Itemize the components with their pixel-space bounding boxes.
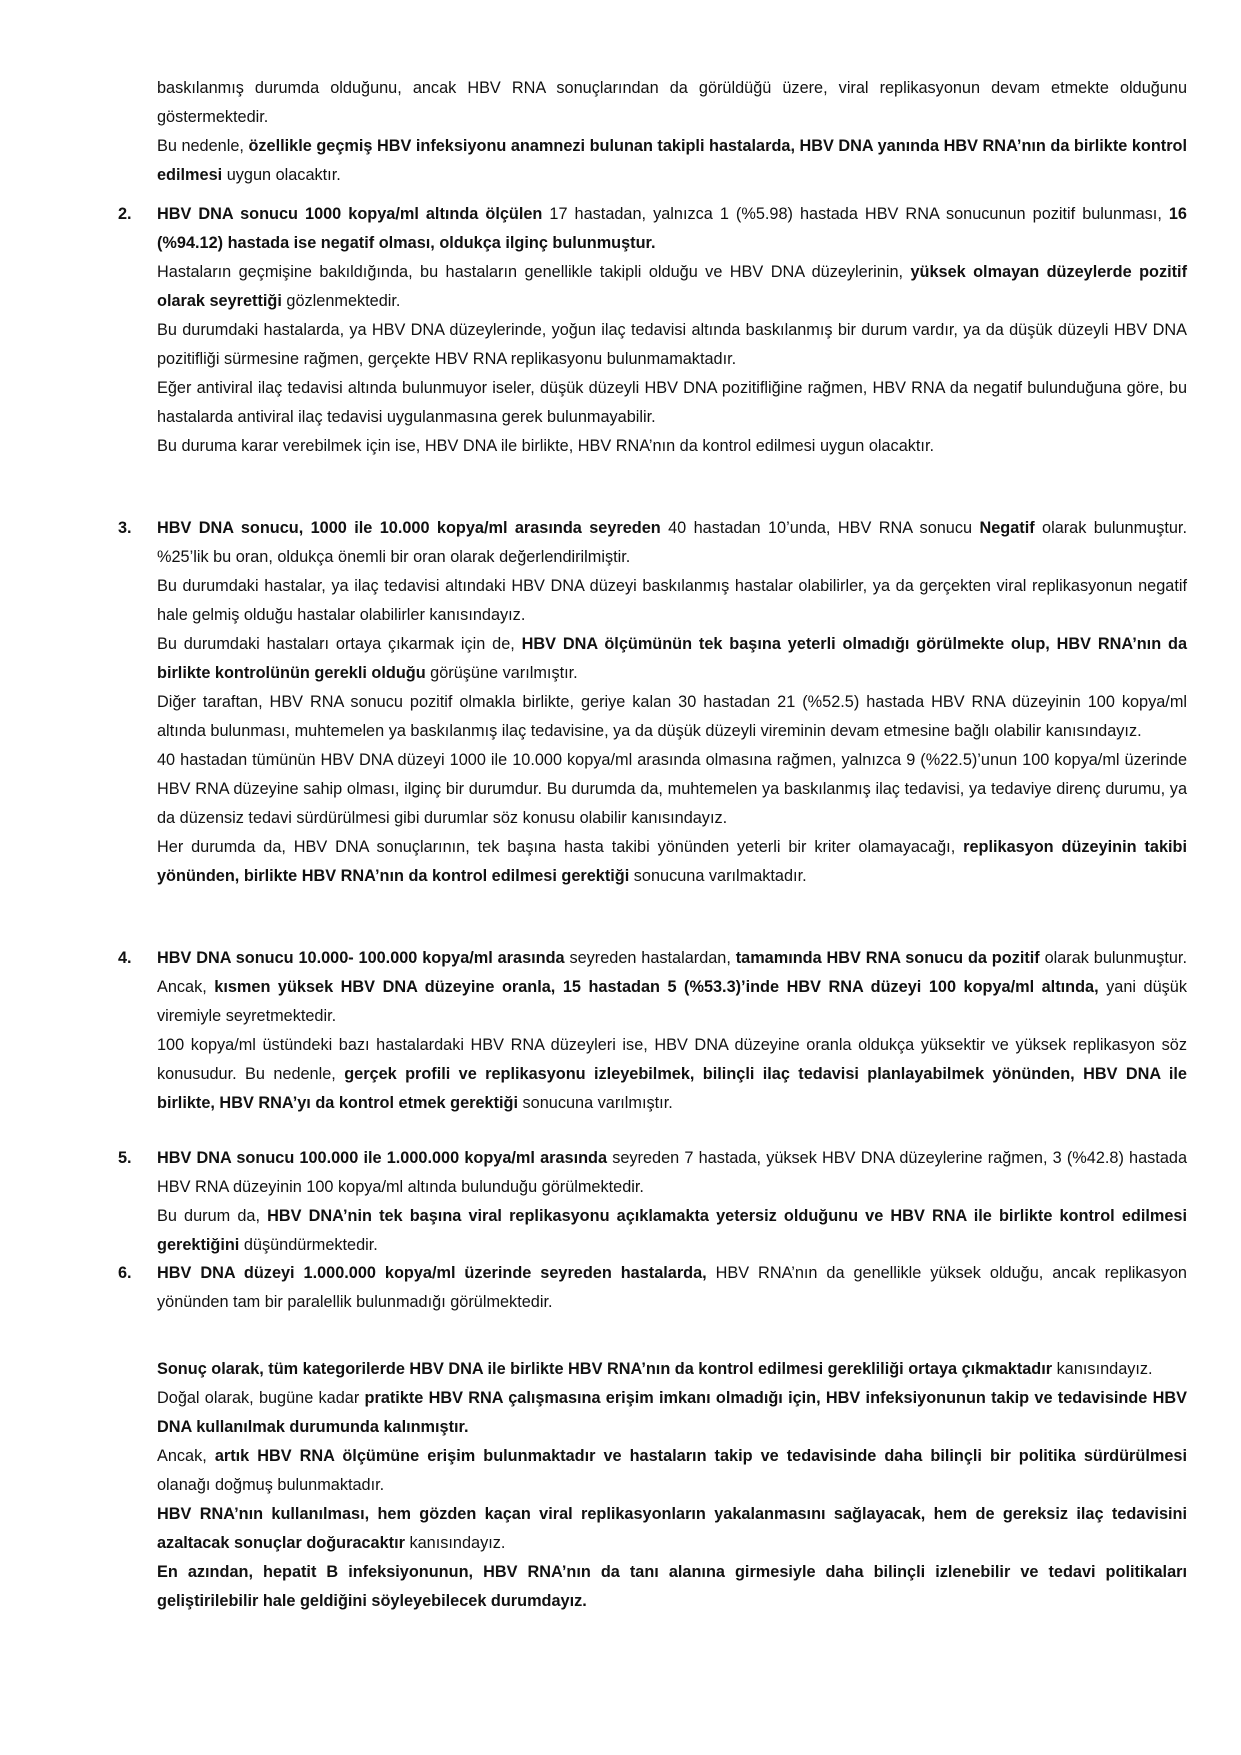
text-run: baskılanmış durumda olduğunu, ancak HBV RNA sonuçlarından da görüldüğü üzere, viral replikasyonun devam etmekte olduğunu göstermektedir.	[157, 79, 1187, 126]
text-run: Bu durumdaki hastalar, ya ilaç tedavisi altındaki HBV DNA düzeyi baskılanmış hastalar olabilirler, ya da gerçekten viral replikasyonun negatif hale gelmiş olduğu hastalar olabilirler kanısındayız.	[157, 577, 1187, 624]
item-number: 3.	[118, 519, 132, 537]
paragraph	[157, 1384, 1187, 1442]
text-run: seyreden hastalardan,	[564, 949, 736, 967]
text-run: görüşüne varılmıştır.	[425, 664, 578, 682]
paragraph	[157, 1031, 1187, 1118]
bold-text-run: pratikte HBV RNA çalışmasına erişim imkanı olmadığı için, HBV infeksiyonunun takip ve tedavisinde HBV DNA kullanılmak durumunda kalınmıştır.	[157, 1389, 1187, 1436]
paragraph	[157, 833, 1187, 891]
text-run: 17 hastadan, yalnızca 1 (%5.98) hastada HBV RNA sonucunun pozitif bulunması,	[542, 205, 1169, 223]
item-number: 2.	[118, 205, 132, 223]
text-run: düşündürmektedir.	[239, 1236, 378, 1254]
bold-text-run: artık HBV RNA ölçümüne erişim bulunmaktadır ve hastaların takip ve tedavisinde daha bilinçli bir politika sürdürülmesi	[214, 1447, 1187, 1465]
paragraph	[157, 944, 1187, 1031]
bold-text-run: kısmen yüksek HBV DNA düzeyine oranla, 15 hastadan 5 (%53.3)’inde HBV RNA düzeyi 100 kopya/ml altında,	[214, 978, 1099, 996]
numbered-item-4	[157, 944, 1187, 1118]
paragraph	[157, 200, 1187, 258]
numbered-item-2	[157, 200, 1187, 461]
text-run: Bu durumdaki hastalarda, ya HBV DNA düzeylerinde, yoğun ilaç tedavisi altında baskılanmış bir durum vardır, ya da düşük düzeyli HBV DNA pozitifliği sürmesine rağmen, gerçekte HBV RNA replikasyonu bulunmamaktadır.	[157, 321, 1187, 368]
paragraph	[157, 572, 1187, 630]
text-run: Bu durumdaki hastaları ortaya çıkarmak için de,	[157, 635, 522, 653]
paragraph	[157, 1144, 1187, 1202]
bold-text-run: HBV DNA sonucu 100.000 ile 1.000.000 kopya/ml arasında	[157, 1149, 608, 1167]
text-run: sonucuna varılmıştır.	[518, 1094, 673, 1112]
intro-section	[157, 74, 1187, 190]
text-run: olarak bulunmuştur. %25’lik bu oran, oldukça önemli bir oran olarak değerlendirilmiştir.	[157, 519, 1187, 566]
text-run: yani düşük viremiyle seyretmektedir.	[157, 978, 1187, 1025]
text-run: Bu nedenle,	[157, 137, 249, 155]
text-run: Bu durum da,	[157, 1207, 268, 1225]
item-number: 4.	[118, 949, 132, 967]
bold-text-run: HBV DNA sonucu 10.000- 100.000 kopya/ml arasında	[157, 949, 565, 967]
text-run: Diğer taraftan, HBV RNA sonucu pozitif olmakla birlikte, geriye kalan 30 hastadan 21 (%52.5) hastada HBV RNA düzeyinin 100 kopya/ml altında bulunması, muhtemelen ya baskılanmış ilaç tedavisine, ya da düşük düzeyli vireminin devam etmesine bağlı olabilir kanısındayız.	[157, 693, 1187, 740]
text-run: sonucuna varılmaktadır.	[629, 867, 807, 885]
numbered-item-3	[157, 514, 1187, 891]
text-run: Her durumda da, HBV DNA sonuçlarının, tek başına hasta takibi yönünden yeterli bir kriter olamayacağı,	[157, 838, 964, 856]
bold-text-run: 16 (%94.12) hastada ise negatif olması, oldukça ilginç bulunmuştur.	[157, 205, 1187, 252]
bold-text-run: HBV DNA’nin tek başına viral replikasyonu açıklamakta yetersiz olduğunu ve HBV RNA ile birlikte kontrol edilmesi gerektiğini	[157, 1207, 1187, 1254]
paragraph	[157, 316, 1187, 374]
bold-text-run: tamamında HBV RNA sonucu da pozitif	[735, 949, 1040, 967]
conclusion-section	[157, 1355, 1187, 1616]
item-number: 5.	[118, 1149, 132, 1167]
paragraph	[157, 1202, 1187, 1260]
text-run: kanısındayız.	[1052, 1360, 1153, 1378]
paragraph	[157, 258, 1187, 316]
bold-text-run: Sonuç olarak, tüm kategorilerde HBV DNA ile birlikte HBV RNA’nın da kontrol edilmesi gerekliliği ortaya çıkmaktadır	[157, 1360, 1053, 1378]
paragraph	[157, 1355, 1187, 1384]
text-run: olanağı doğmuş bulunmaktadır.	[157, 1476, 385, 1494]
bold-text-run: replikasyon düzeyinin takibi yönünden, birlikte HBV RNA’nın da kontrol edilmesi gerektiği	[157, 838, 1187, 885]
paragraph	[157, 1500, 1187, 1558]
text-run: HBV RNA’nın da genellikle yüksek olduğu, ancak replikasyon yönünden tam bir paralellik bulunmadığı görülmektedir.	[157, 1264, 1187, 1311]
bold-text-run: En azından, hepatit B infeksiyonunun, HBV RNA’nın da tanı alanına girmesiyle daha bilinçli izlenebilir ve tedavi politikaları geliştirilebilir hale geldiğini söyleyebilecek durumdayız.	[157, 1563, 1187, 1610]
bold-text-run: HBV DNA ölçümünün tek başına yeterli olmadığı görülmekte olup, HBV RNA’nın da birlikte kontrolünün gerekli olduğu	[157, 635, 1187, 682]
bold-text-run: Negatif	[979, 519, 1035, 537]
text-run: olarak bulunmuştur. Ancak,	[157, 949, 1187, 996]
bold-text-run: HBV DNA sonucu, 1000 ile 10.000 kopya/ml arasında seyreden	[157, 519, 661, 537]
text-run: 40 hastadan 10’unda, HBV RNA sonucu	[660, 519, 980, 537]
item-number: 6.	[118, 1264, 132, 1282]
paragraph	[157, 132, 1187, 190]
text-run: gözlenmektedir.	[281, 292, 401, 310]
numbered-item-6	[157, 1259, 1187, 1317]
numbered-item-5	[157, 1144, 1187, 1260]
bold-text-run: HBV RNA’nın kullanılması, hem gözden kaçan viral replikasyonların yakalanmasını sağlayacak, hem de gereksiz ilaç tedavisini azaltacak sonuçlar doğuracaktır	[157, 1505, 1187, 1552]
bold-text-run: yüksek olmayan düzeylerde pozitif olarak seyrettiği	[157, 263, 1187, 310]
text-run: kanısındayız.	[404, 1534, 506, 1552]
text-run: 100 kopya/ml üstündeki bazı hastalardaki HBV RNA düzeyleri ise, HBV DNA düzeyine oranla oldukça yüksektir ve yüksek replikasyon söz konusudur. Bu nedenle,	[157, 1036, 1187, 1083]
text-run: Hastaların geçmişine bakıldığında, bu hastaların genellikle takipli olduğu ve HBV DNA düzeylerinin,	[157, 263, 911, 281]
text-run: Eğer antiviral ilaç tedavisi altında bulunmuyor iseler, düşük düzeyli HBV DNA pozitifliğine rağmen, HBV RNA da negatif bulunduğuna göre, bu hastalarda antiviral ilaç tedavisi uygulanmasına gerek bulunmayabilir.	[157, 379, 1187, 426]
paragraph	[157, 1259, 1187, 1317]
paragraph	[157, 688, 1187, 746]
bold-text-run: gerçek profili ve replikasyonu izleyebilmek, bilinçli ilaç tedavisi planlayabilmek yönünden, HBV DNA ile birlikte, HBV RNA’yı da kontrol etmek gerektiği	[157, 1065, 1187, 1112]
bold-text-run: HBV DNA sonucu 1000 kopya/ml altında ölçülen	[157, 205, 543, 223]
paragraph	[157, 432, 1187, 461]
text-run: seyreden 7 hastada, yüksek HBV DNA düzeylerine rağmen, 3 (%42.8) hastada HBV RNA düzeyinin 100 kopya/ml altında bulunduğu görülmektedir.	[157, 1149, 1187, 1196]
bold-text-run: HBV DNA düzeyi 1.000.000 kopya/ml üzerinde seyreden hastalarda,	[157, 1264, 707, 1282]
paragraph	[157, 746, 1187, 833]
text-run: 40 hastadan tümünün HBV DNA düzeyi 1000 ile 10.000 kopya/ml arasında olmasına rağmen, yalnızca 9 (%22.5)’unun 100 kopya/ml üzerinde HBV RNA düzeyine sahip olması, ilginç bir durumdur. Bu durumda da, muhtemelen ya baskılanmış ilaç tedavisi, ya tedaviye direnç durumu, ya da düzensiz tedavi sürdürülmesi gibi durumlar söz konusu olabilir kanısındayız.	[157, 751, 1187, 827]
paragraph	[157, 374, 1187, 432]
paragraph	[157, 630, 1187, 688]
text-run: Ancak,	[157, 1447, 215, 1465]
text-run: Doğal olarak, bugüne kadar	[157, 1389, 365, 1407]
text-run: Bu duruma karar verebilmek için ise, HBV DNA ile birlikte, HBV RNA’nın da kontrol edilmesi uygun olacaktır.	[157, 437, 934, 455]
paragraph	[157, 1558, 1187, 1616]
paragraph	[157, 1442, 1187, 1500]
bold-text-run: özellikle geçmiş HBV infeksiyonu anamnezi bulunan takipli hastalarda, HBV DNA yanında HBV RNA’nın da birlikte kontrol edilmesi	[157, 137, 1187, 184]
text-run: uygun olacaktır.	[222, 166, 341, 184]
paragraph	[157, 74, 1187, 132]
paragraph	[157, 514, 1187, 572]
